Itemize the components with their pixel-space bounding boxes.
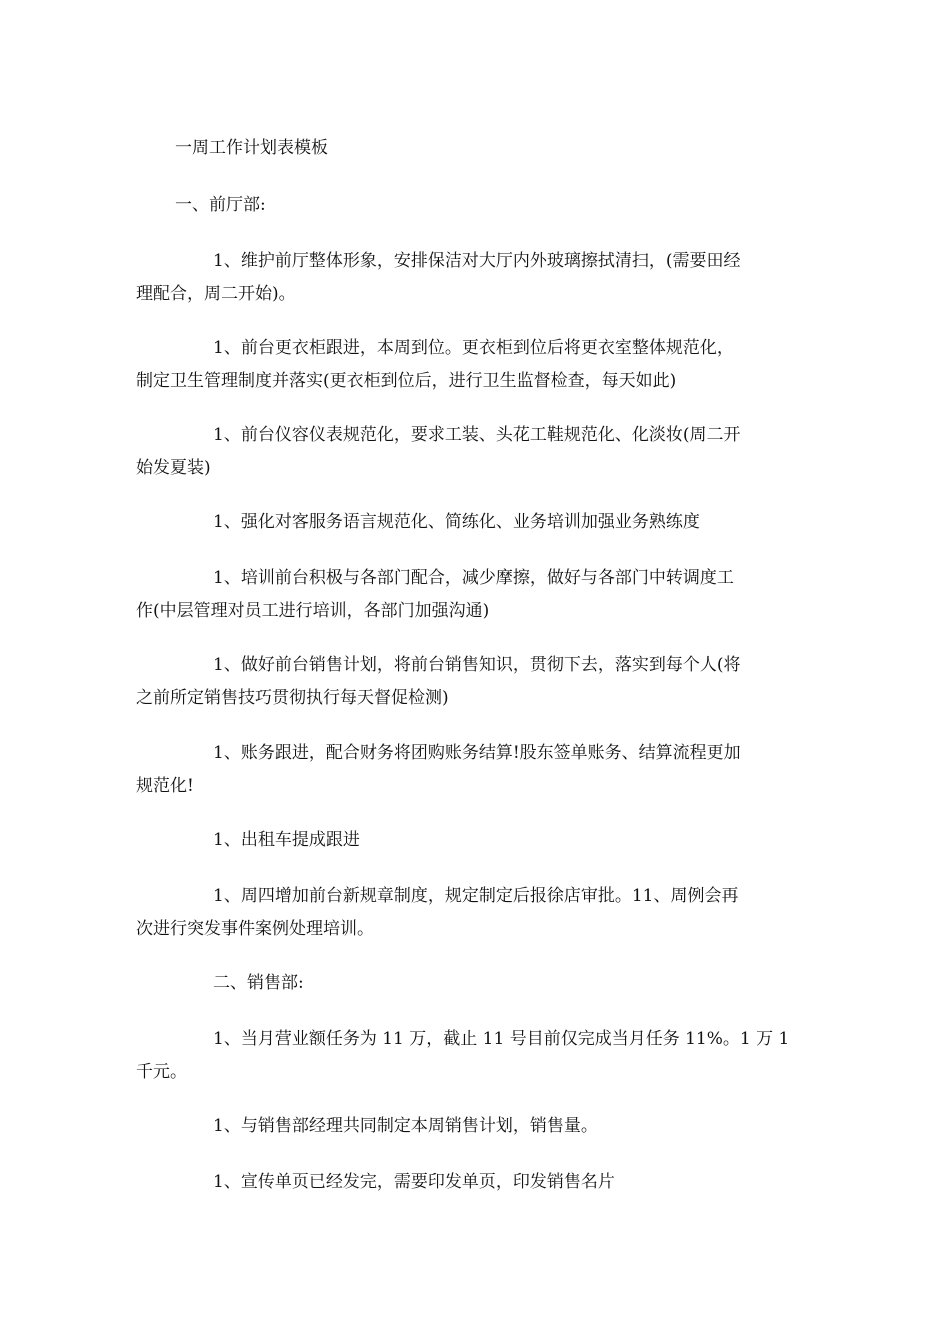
paragraph-line: 1、周四增加前台新规章制度，规定制定后报徐店审批。11、周例会再 (213, 886, 739, 906)
paragraph-line: 1、做好前台销售计划，将前台销售知识，贯彻下去，落实到每个人(将 (213, 655, 741, 675)
paragraph-line: 1、维护前厅整体形象，安排保洁对大厅内外玻璃擦拭清扫，(需要田经 (213, 251, 741, 271)
paragraph-line: 次进行突发事件案例处理培训。 (136, 919, 374, 939)
paragraph-line: 规范化! (136, 776, 194, 796)
paragraph-line: 1、培训前台积极与各部门配合，减少摩擦，做好与各部门中转调度工 (213, 568, 734, 588)
paragraph-line: 1、宣传单页已经发完，需要印发单页，印发销售名片 (213, 1172, 615, 1192)
paragraph-line: 1、当月营业额任务为 11 万，截止 11 号目前仅完成当月任务 11%。1 万 1 (213, 1029, 790, 1049)
paragraph-line: 1、强化对客服务语言规范化、简练化、业务培训加强业务熟练度 (213, 512, 700, 532)
document-title: 一周工作计划表模板 (175, 138, 328, 158)
paragraph-line: 理配合，周二开始)。 (136, 284, 296, 304)
paragraph-line: 1、账务跟进，配合财务将团购账务结算!股东签单账务、结算流程更加 (213, 743, 741, 763)
paragraph-line: 制定卫生管理制度并落实(更衣柜到位后，进行卫生监督检查，每天如此) (136, 371, 677, 391)
paragraph-line: 之前所定销售技巧贯彻执行每天督促检测) (136, 688, 449, 708)
paragraph-line: 1、与销售部经理共同制定本周销售计划，销售量。 (213, 1116, 598, 1136)
section-heading-front-office: 一、前厅部: (175, 195, 266, 215)
paragraph-line: 千元。 (136, 1062, 187, 1082)
paragraph-line: 作(中层管理对员工进行培训，各部门加强沟通) (136, 601, 490, 621)
paragraph-line: 1、出租车提成跟进 (213, 830, 360, 850)
paragraph-line: 始发夏装) (136, 458, 211, 478)
paragraph-line: 1、前台仪容仪表规范化，要求工装、头花工鞋规范化、化淡妆(周二开 (213, 425, 741, 445)
paragraph-line: 1、前台更衣柜跟进，本周到位。更衣柜到位后将更衣室整体规范化， (213, 338, 734, 358)
section-heading-sales: 二、销售部: (213, 973, 304, 993)
